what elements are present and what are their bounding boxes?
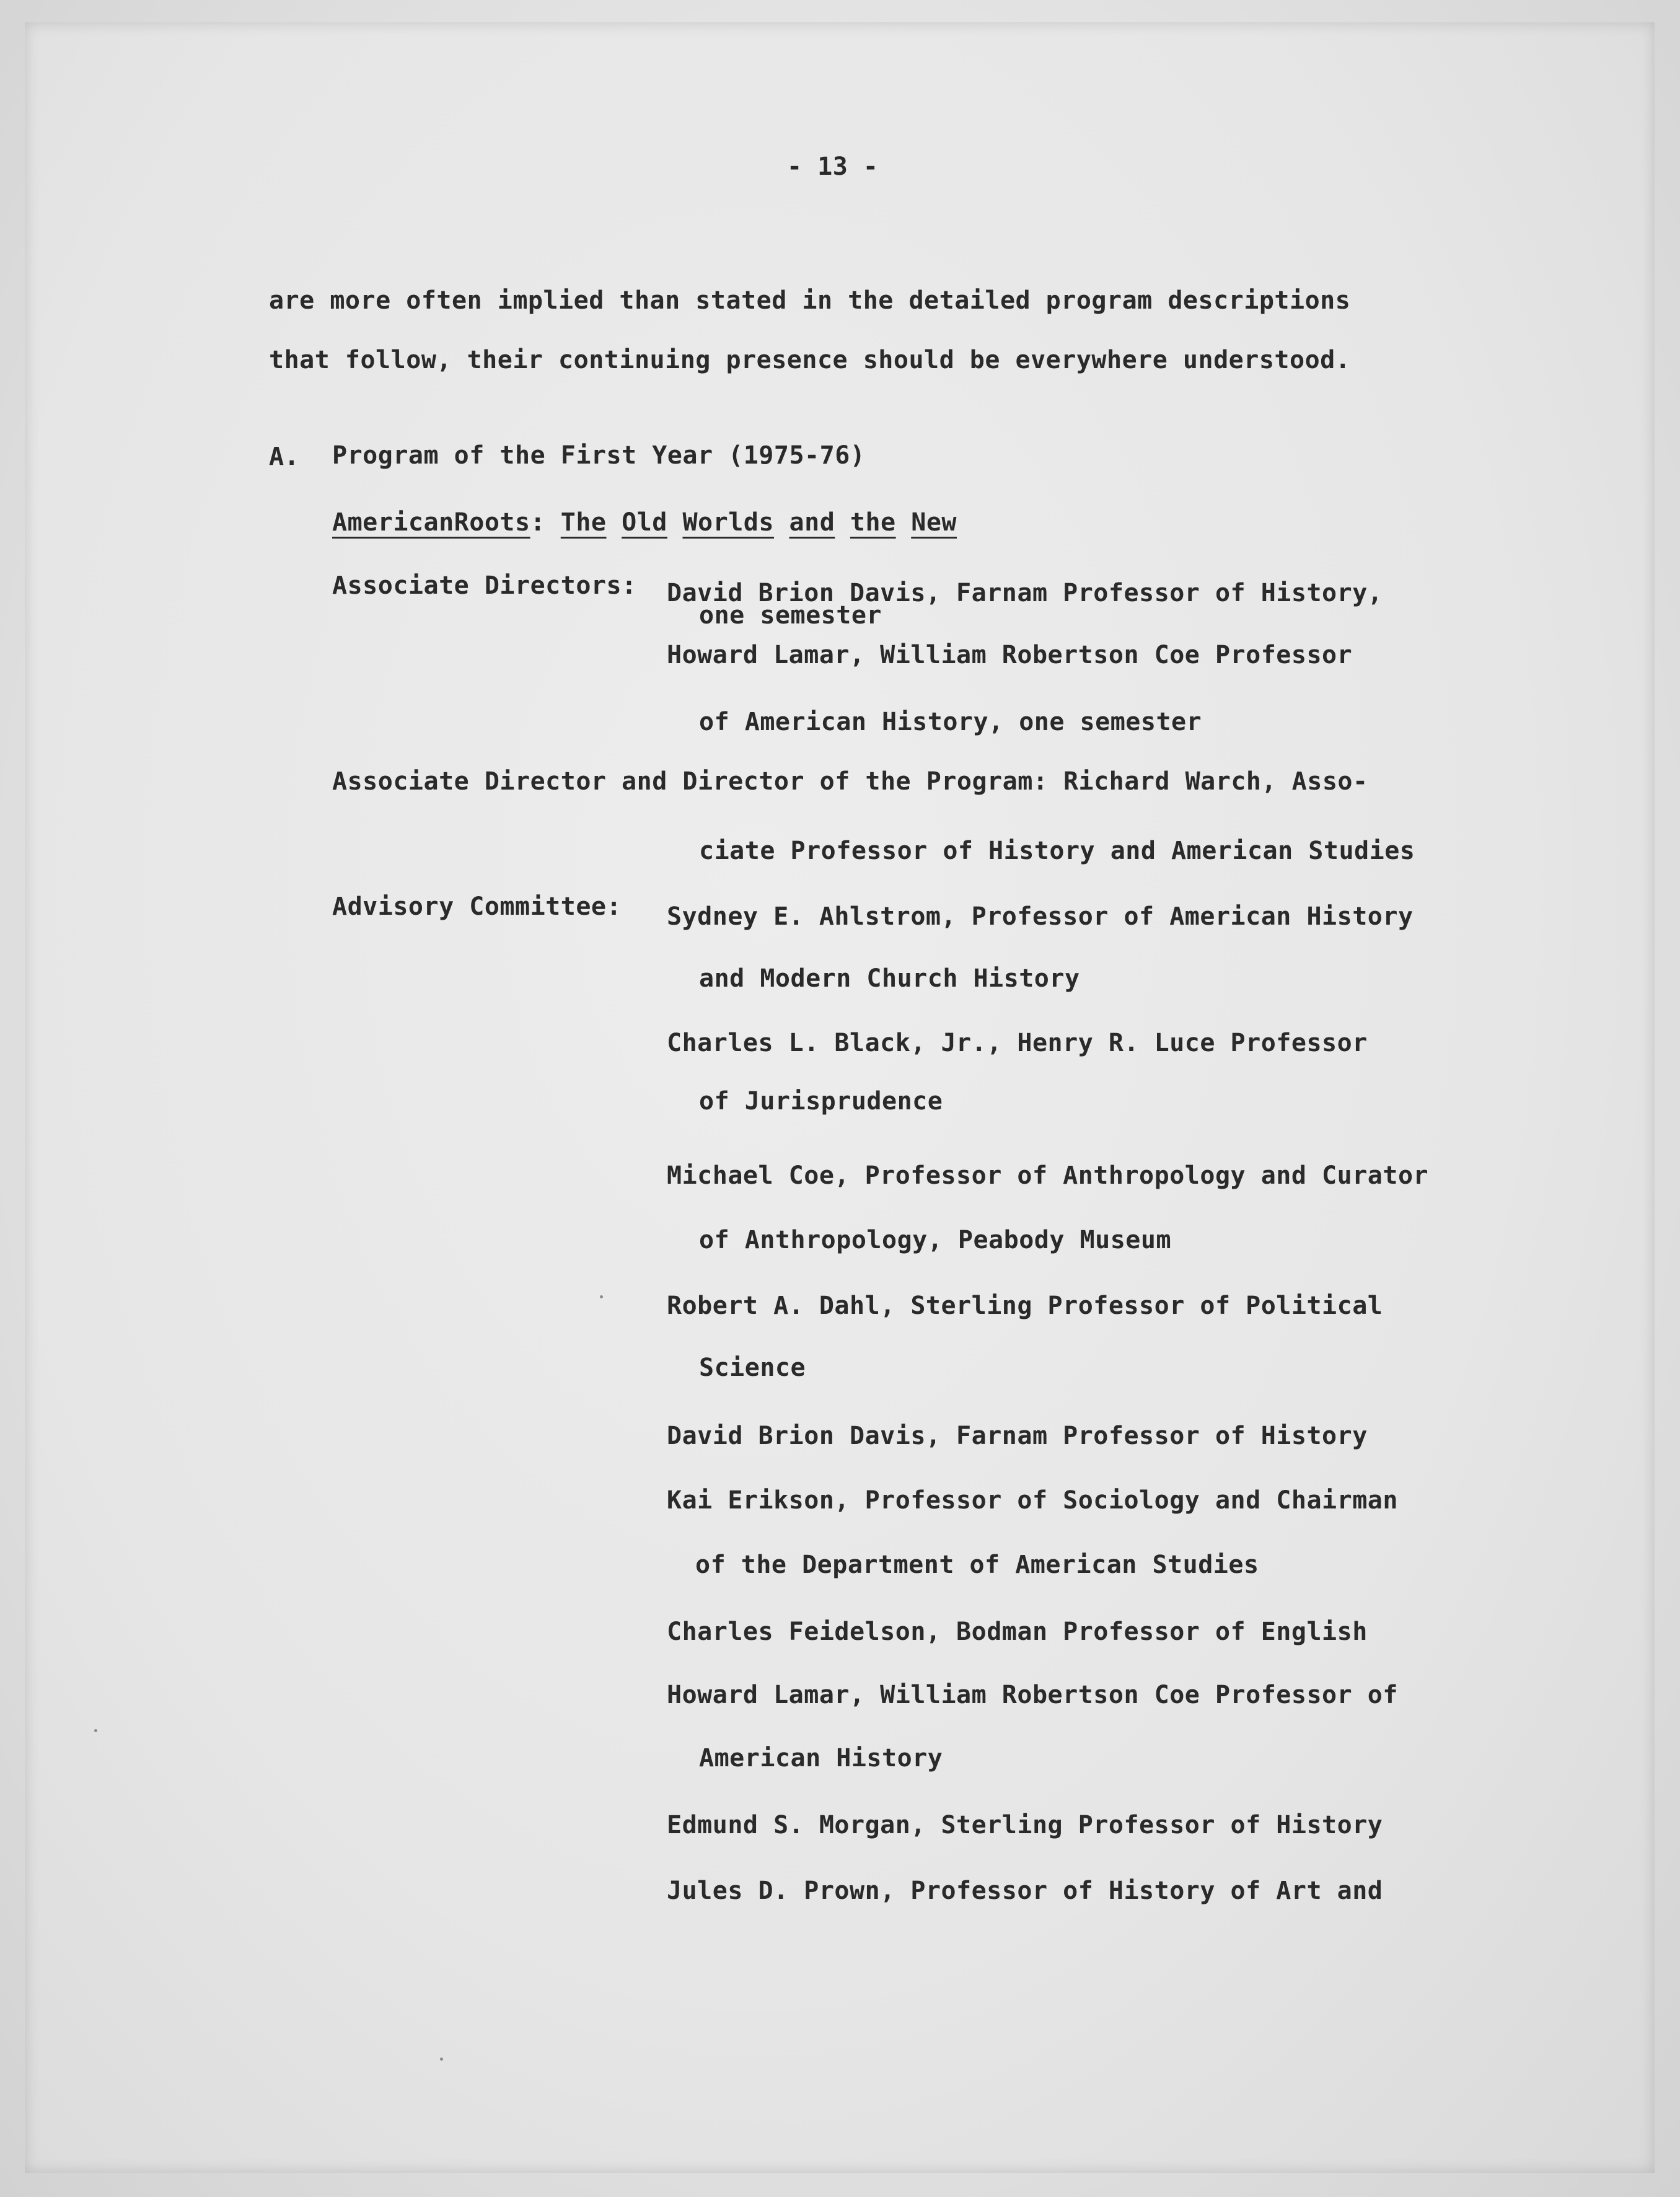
subtitle-word: the <box>850 508 896 537</box>
page-number: - 13 - <box>787 152 879 181</box>
associate-directors-label: Associate Directors: <box>332 571 637 600</box>
subtitle-word: Worlds <box>682 508 774 537</box>
committee-member: Jules D. Prown, Professor of History of Art and <box>667 1877 1383 1905</box>
subtitle-word: American <box>332 508 454 537</box>
committee-member: Charles L. Black, Jr., Henry R. Luce Professor <box>667 1029 1368 1057</box>
committee-member: Kai Erikson, Professor of Sociology and Chairman <box>667 1486 1398 1515</box>
associate-director-entry: Howard Lamar, William Robertson Coe Professor <box>667 641 1353 669</box>
committee-member-cont: Science <box>699 1354 806 1382</box>
committee-member-cont: American History <box>699 1744 943 1772</box>
subtitle-word: : <box>530 508 546 537</box>
program-director-line-1: Associate Director and Director of the Program: Richard Warch, Asso- <box>332 767 1368 796</box>
committee-member: David Brion Davis, Farnam Professor of History <box>667 1422 1368 1450</box>
advisory-committee-label: Advisory Committee: <box>332 892 622 921</box>
committee-member-cont: of Jurisprudence <box>699 1087 943 1116</box>
committee-member: Robert A. Dahl, Sterling Professor of Political <box>667 1292 1383 1320</box>
committee-member: Howard Lamar, William Robertson Coe Professor of <box>667 1681 1398 1709</box>
subtitle-word: and <box>789 508 835 537</box>
section-subtitle <box>332 508 957 537</box>
dust-speck <box>600 1295 603 1298</box>
program-director-line-2: ciate Professor of History and American Studies <box>699 837 1415 865</box>
dust-speck <box>94 1729 97 1732</box>
committee-member: Michael Coe, Professor of Anthropology and Curator <box>667 1161 1429 1190</box>
subtitle-word: Roots <box>454 508 530 537</box>
committee-member: Charles Feidelson, Bodman Professor of English <box>667 1618 1368 1646</box>
committee-member: Edmund S. Morgan, Sterling Professor of History <box>667 1811 1383 1839</box>
section-marker: A. <box>269 442 300 471</box>
intro-line-1: are more often implied than stated in the detailed program descriptions <box>269 286 1351 315</box>
subtitle-word: New <box>911 508 957 537</box>
subtitle-word: The <box>560 508 607 537</box>
associate-director-entry-cont: of American History, one semester <box>699 708 1202 736</box>
committee-member-cont: of the Department of American Studies <box>695 1551 1259 1579</box>
associate-director-entry: David Brion Davis, Farnam Professor of History, <box>667 579 1383 607</box>
subtitle-word: Old <box>622 508 667 537</box>
dust-speck <box>440 2058 443 2061</box>
section-heading: Program of the First Year (1975-76) <box>332 441 866 470</box>
associate-director-entry-cont: one semester <box>699 601 882 630</box>
intro-line-2: that follow, their continuing presence should be everywhere understood. <box>269 346 1351 374</box>
committee-member-cont: and Modern Church History <box>699 964 1080 993</box>
committee-member-cont: of Anthropology, Peabody Museum <box>699 1226 1172 1254</box>
committee-member: Sydney E. Ahlstrom, Professor of American History <box>667 902 1414 931</box>
